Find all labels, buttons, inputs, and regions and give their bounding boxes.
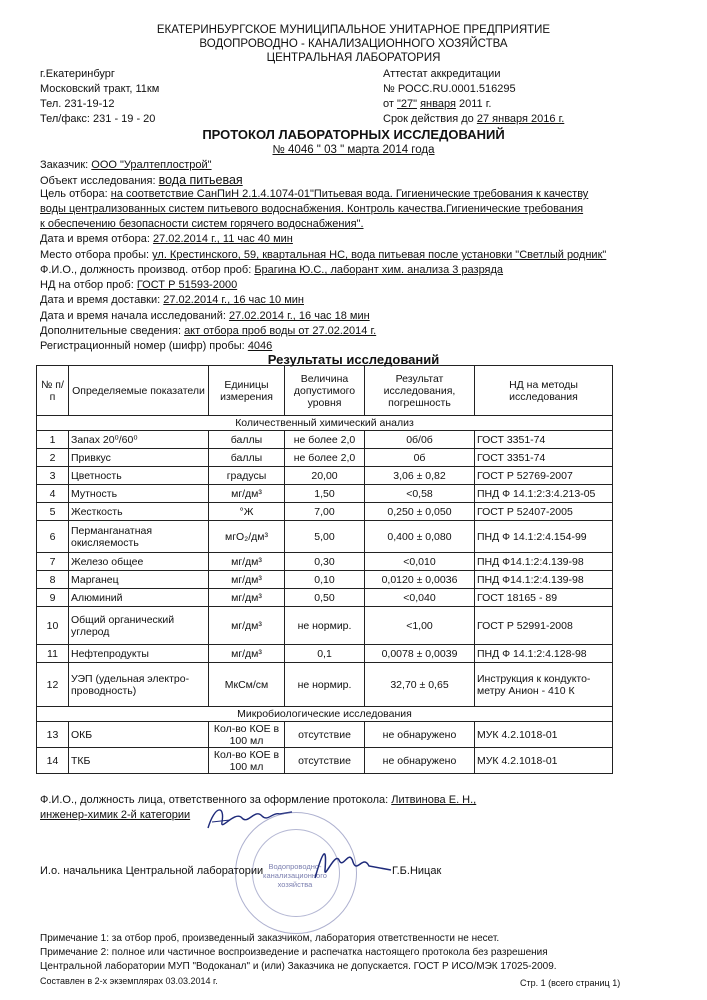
row-method: МУК 4.2.1018-01 bbox=[475, 748, 613, 774]
row-result: 3,06 ± 0,82 bbox=[365, 467, 475, 485]
row-number: 3 bbox=[37, 467, 69, 485]
table-row bbox=[37, 645, 613, 663]
row-indicator: Общий органический углерод bbox=[69, 607, 209, 645]
row-unit: МкСм/см bbox=[209, 663, 285, 707]
table-row bbox=[37, 571, 613, 589]
row-indicator: Нефтепродукты bbox=[69, 645, 209, 663]
row-method: ГОСТ Р 52769-2007 bbox=[475, 467, 613, 485]
row-limit: не более 2,0 bbox=[285, 449, 365, 467]
section-title: Количественный химический анализ bbox=[37, 416, 613, 431]
row-indicator: Запах 20⁰/60⁰ bbox=[69, 431, 209, 449]
row-limit: 7,00 bbox=[285, 503, 365, 521]
field-sampler: Ф.И.О., должность производ. отбор проб: Брагина Ю.С., лаборант хим. анализа 3 разряда bbox=[40, 264, 504, 276]
footer-page: Стр. 1 (всего страниц 1) bbox=[520, 978, 621, 988]
row-method: ГОСТ 3351-74 bbox=[475, 449, 613, 467]
table-row bbox=[37, 607, 613, 645]
row-number: 7 bbox=[37, 553, 69, 571]
row-unit: баллы bbox=[209, 449, 285, 467]
row-result: 0б/0б bbox=[365, 431, 475, 449]
address-city: г.Екатеринбург bbox=[40, 68, 115, 80]
head-label: И.о. начальника Центральной лаборатории bbox=[40, 865, 264, 877]
row-limit: 0,30 bbox=[285, 553, 365, 571]
row-number: 12 bbox=[37, 663, 69, 707]
row-limit: 0,50 bbox=[285, 589, 365, 607]
address-tel: Тел. 231-19-12 bbox=[40, 98, 115, 110]
row-indicator: Железо общее bbox=[69, 553, 209, 571]
row-limit: 1,50 bbox=[285, 485, 365, 503]
org-name-line3: ЦЕНТРАЛЬНАЯ ЛАБОРАТОРИЯ bbox=[266, 52, 441, 64]
row-unit: Кол-во КОЕ в 100 мл bbox=[209, 722, 285, 748]
field-delivery: Дата и время доставки: 27.02.2014 г., 16 час 10 мин bbox=[40, 294, 304, 306]
row-number: 13 bbox=[37, 722, 69, 748]
row-unit: мг/дм³ bbox=[209, 571, 285, 589]
row-result: 32,70 ± 0,65 bbox=[365, 663, 475, 707]
row-result: <1,00 bbox=[365, 607, 475, 645]
row-indicator: Алюминий bbox=[69, 589, 209, 607]
header-unit: Единицы измерения bbox=[209, 366, 285, 416]
header-result: Результат исследования, погрешность bbox=[365, 366, 475, 416]
row-method: ПНД Ф 14.1:2:3:4.213-05 bbox=[475, 485, 613, 503]
row-unit: мг/дм³ bbox=[209, 645, 285, 663]
field-purpose-line1: Цель отбора: на соответствие СанПиН 2.1.4.1074-01"Питьевая вода. Гигиенические требования к качеству bbox=[40, 188, 589, 200]
row-result: <0,58 bbox=[365, 485, 475, 503]
table-row bbox=[37, 503, 613, 521]
row-unit: мг/дм³ bbox=[209, 589, 285, 607]
address-street: Московский тракт, 11км bbox=[40, 83, 160, 95]
row-limit: отсутствие bbox=[285, 748, 365, 774]
row-number: 1 bbox=[37, 431, 69, 449]
row-method: ГОСТ Р 52407-2005 bbox=[475, 503, 613, 521]
row-indicator: Жесткость bbox=[69, 503, 209, 521]
row-unit: Кол-во КОЕ в 100 мл bbox=[209, 748, 285, 774]
row-number: 5 bbox=[37, 503, 69, 521]
row-number: 9 bbox=[37, 589, 69, 607]
note-3: Центральной лаборатории МУП "Водоканал" и (или) Заказчика не допускается. ГОСТ Р ИСО/МЭК 17025-2009. bbox=[40, 961, 557, 972]
table-row bbox=[37, 431, 613, 449]
results-title: Результаты исследований bbox=[267, 352, 440, 367]
field-sampling-datetime: Дата и время отбора: 27.02.2014 г., 11 час 40 мин bbox=[40, 233, 293, 245]
row-limit: отсутствие bbox=[285, 722, 365, 748]
note-1: Примечание 1: за отбор проб, произведенный заказчиком, лаборатория ответственности не несет. bbox=[40, 933, 500, 944]
row-result: 0,0078 ± 0,0039 bbox=[365, 645, 475, 663]
table-row bbox=[37, 467, 613, 485]
org-name-line1: ЕКАТЕРИНБУРГСКОЕ МУНИЦИПАЛЬНОЕ УНИТАРНОЕ ПРЕДПРИЯТИЕ bbox=[156, 24, 551, 36]
row-result: 0,250 ± 0,050 bbox=[365, 503, 475, 521]
row-limit: не более 2,0 bbox=[285, 431, 365, 449]
footer-copies: Составлен в 2-х экземплярах 03.03.2014 г. bbox=[40, 976, 218, 986]
row-indicator: Перманганатная окисляемость bbox=[69, 521, 209, 553]
field-research-start: Дата и время начала исследований: 27.02.2014 г., 16 час 18 мин bbox=[40, 310, 370, 322]
header-indicator: Определяемые показатели bbox=[69, 366, 209, 416]
responsible-position: инженер-химик 2-й категории bbox=[40, 809, 191, 821]
row-indicator: ОКБ bbox=[69, 722, 209, 748]
protocol-number: № 4046 " 03 " марта 2014 года bbox=[272, 144, 435, 156]
row-limit: не нормир. bbox=[285, 607, 365, 645]
signature-head bbox=[305, 840, 395, 885]
row-method: ПНД Ф 14.1:2:4.154-99 bbox=[475, 521, 613, 553]
field-place: Место отбора пробы: ул. Крестинского, 59, квартальная НС, вода питьевая после установки "Светлый родник" bbox=[40, 249, 607, 261]
field-object: Объект исследования: вода питьевая bbox=[40, 173, 243, 187]
header-number: № п/п bbox=[37, 366, 69, 416]
row-unit: градусы bbox=[209, 467, 285, 485]
row-unit: мг/дм³ bbox=[209, 553, 285, 571]
row-number: 14 bbox=[37, 748, 69, 774]
header-limit: Величина допустимого уровня bbox=[285, 366, 365, 416]
row-indicator: ТКБ bbox=[69, 748, 209, 774]
row-result: 0,400 ± 0,080 bbox=[365, 521, 475, 553]
row-unit: °Ж bbox=[209, 503, 285, 521]
row-limit: 20,00 bbox=[285, 467, 365, 485]
table-header-row bbox=[37, 366, 613, 416]
row-result: 0б bbox=[365, 449, 475, 467]
table-body bbox=[37, 416, 613, 774]
row-unit: мгО₂/дм³ bbox=[209, 521, 285, 553]
field-customer: Заказчик: ООО "Уралтеплострой" bbox=[40, 159, 212, 171]
accreditation-title: Аттестат аккредитации bbox=[383, 68, 501, 80]
header-method: НД на методы исследования bbox=[475, 366, 613, 416]
table-row bbox=[37, 589, 613, 607]
row-method: ПНД Ф14.1:2:4.139-98 bbox=[475, 571, 613, 589]
protocol-title: ПРОТОКОЛ ЛАБОРАТОРНЫХ ИССЛЕДОВАНИЙ bbox=[202, 127, 505, 142]
row-unit: баллы bbox=[209, 431, 285, 449]
row-indicator: УЭП (удельная электро-проводность) bbox=[69, 663, 209, 707]
org-name-line2: ВОДОПРОВОДНО - КАНАЛИЗАЦИОННОГО ХОЗЯЙСТВА bbox=[199, 38, 508, 50]
row-result: не обнаружено bbox=[365, 748, 475, 774]
field-purpose-line2: воды централизованных систем питьевого водоснабжения. Контроль качества.Гигиенические требования bbox=[40, 203, 584, 215]
row-number: 10 bbox=[37, 607, 69, 645]
row-method: ГОСТ 3351-74 bbox=[475, 431, 613, 449]
responsible-line: Ф.И.О., должность лица, ответственного за оформление протокола: Литвинова Е. Н., bbox=[40, 794, 477, 806]
field-registration: Регистрационный номер (шифр) пробы: 4046 bbox=[40, 340, 273, 352]
field-purpose-line3: к обеспечению безопасности систем горячего водоснабжения". bbox=[40, 218, 364, 230]
row-number: 4 bbox=[37, 485, 69, 503]
table-row bbox=[37, 521, 613, 553]
table-row bbox=[37, 485, 613, 503]
accreditation-validity: Срок действия до 27 января 2016 г. bbox=[383, 113, 565, 125]
row-result: не обнаружено bbox=[365, 722, 475, 748]
row-indicator: Мутность bbox=[69, 485, 209, 503]
address-fax: Тел/факс: 231 - 19 - 20 bbox=[40, 113, 156, 125]
head-name: Г.Б.Ницак bbox=[392, 865, 442, 877]
table-row bbox=[37, 663, 613, 707]
row-number: 11 bbox=[37, 645, 69, 663]
field-extra-info: Дополнительные сведения: акт отбора проб воды от 27.02.2014 г. bbox=[40, 325, 377, 337]
row-limit: 5,00 bbox=[285, 521, 365, 553]
table-row bbox=[37, 553, 613, 571]
row-unit: мг/дм³ bbox=[209, 607, 285, 645]
note-2: Примечание 2: полное или частичное воспроизведение и распечатка настоящего протокола без разрешения bbox=[40, 947, 548, 958]
row-number: 8 bbox=[37, 571, 69, 589]
stamp-text: Водопроводно-канализационного хозяйства bbox=[263, 862, 327, 889]
row-indicator: Привкус bbox=[69, 449, 209, 467]
section-microbiology bbox=[37, 707, 613, 722]
row-result: <0,040 bbox=[365, 589, 475, 607]
row-limit: не нормир. bbox=[285, 663, 365, 707]
row-method: ПНД Ф14.1:2:4.139-98 bbox=[475, 553, 613, 571]
row-unit: мг/дм³ bbox=[209, 485, 285, 503]
row-method: ПНД Ф 14.1:2:4.128-98 bbox=[475, 645, 613, 663]
row-indicator: Марганец bbox=[69, 571, 209, 589]
accreditation-date: от "27" января 2011 г. bbox=[383, 98, 492, 110]
row-result: 0,0120 ± 0,0036 bbox=[365, 571, 475, 589]
accreditation-number: № РОСС.RU.0001.516295 bbox=[383, 83, 516, 95]
row-method: Инструкция к кондукто-метру Анион - 410 К bbox=[475, 663, 613, 707]
row-result: <0,010 bbox=[365, 553, 475, 571]
row-number: 6 bbox=[37, 521, 69, 553]
row-method: ГОСТ Р 52991-2008 bbox=[475, 607, 613, 645]
table-row bbox=[37, 449, 613, 467]
row-method: МУК 4.2.1018-01 bbox=[475, 722, 613, 748]
row-limit: 0,1 bbox=[285, 645, 365, 663]
row-limit: 0,10 bbox=[285, 571, 365, 589]
table-row bbox=[37, 748, 613, 774]
table-row bbox=[37, 722, 613, 748]
row-indicator: Цветность bbox=[69, 467, 209, 485]
field-sampling-nd: НД на отбор проб: ГОСТ Р 51593-2000 bbox=[40, 279, 238, 291]
section-chemical bbox=[37, 416, 613, 431]
row-number: 2 bbox=[37, 449, 69, 467]
results-table bbox=[36, 365, 613, 774]
section-title: Микробиологические исследования bbox=[37, 707, 613, 722]
row-method: ГОСТ 18165 - 89 bbox=[475, 589, 613, 607]
